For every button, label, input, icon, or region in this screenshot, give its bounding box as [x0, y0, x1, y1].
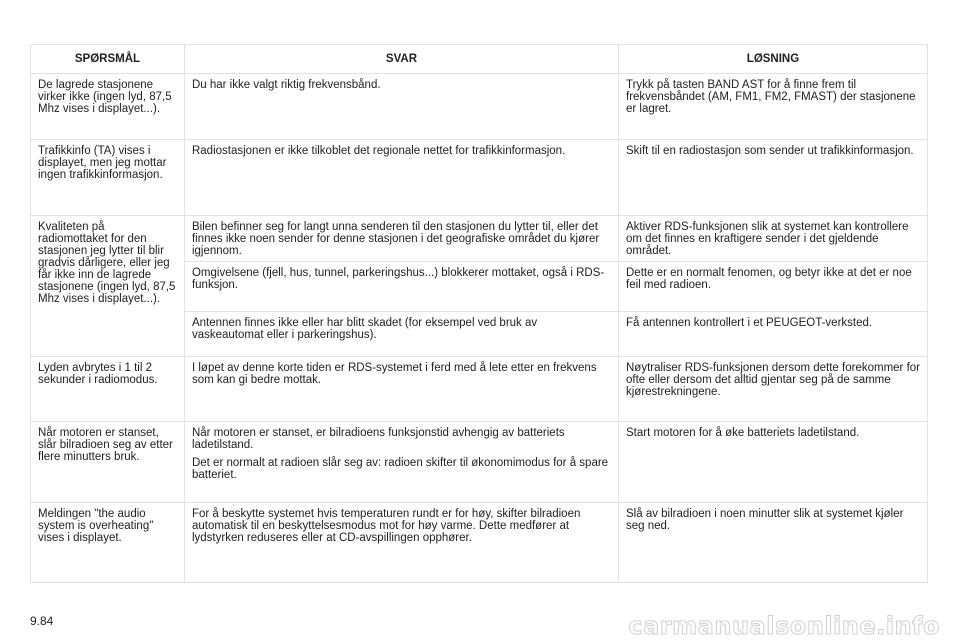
answer-text: I løpet av denne korte tiden er RDS-systemet i ferd med å lete etter en frekvens som kan gi bedre mottak.: [191, 362, 597, 386]
solution-cell: Skift til en radiostasjon som sender ut trafikkinformasjon.: [619, 140, 928, 216]
answer-text: Radiostasjonen er ikke tilkoblet det regionale nettet for trafikkinformasjon.: [191, 145, 566, 157]
question-cell: Meldingen "the audio system is overheating" vises i displayet.: [31, 503, 185, 583]
answer-text: Bilen befinner seg for langt unna senderen til den stasjonen du lytter til, eller det finnes ikke noen sender for denne stasjonen i det geografiske området du kjører igjennom.: [191, 221, 600, 257]
answer-text: Omgivelsene (fjell, hus, tunnel, parkeringshus...) blokkerer mottaket, også i RDS-funksjon.: [191, 267, 605, 291]
table-row: [31, 422, 928, 503]
answer-cell: [184, 140, 618, 216]
answer-cell: [184, 216, 618, 262]
answer-text: For å beskytte systemet hvis temperaturen rundt er for høy, skifter bilradioen automatisk til en beskyttelsesmodus mot for høy varme. Dette medfører at lydstyrken reduseres eller at CD-avspillingen opphører.: [191, 508, 581, 544]
header-answer: SVAR: [184, 45, 618, 74]
solution-cell: Trykk på tasten BAND AST for å finne frem til frekvensbåndet (AM, FM1, FM2, FMAST) der stasjonene er lagret.: [619, 74, 928, 140]
watermark-logo: carmanualsonline.info: [628, 612, 940, 640]
page-number: 9.84: [30, 614, 54, 628]
table-row: [31, 357, 928, 422]
solution-cell: Få antennen kontrollert i et PEUGEOT-verksted.: [619, 312, 928, 357]
table-row: [31, 503, 928, 583]
header-question: SPØRSMÅL: [31, 45, 185, 74]
header-solution: LØSNING: [619, 45, 928, 74]
answer-cell: [184, 312, 618, 357]
solution-cell: Start motoren for å øke batteriets ladetilstand.: [619, 422, 928, 503]
answer-text: Det er normalt at radioen slår seg av: radioen skifter til økonomimodus for å spare batteriet.: [191, 457, 609, 481]
question-cell: Trafikkinfo (TA) vises i displayet, men jeg mottar ingen trafikkinformasjon.: [31, 140, 185, 216]
answer-cell: [184, 503, 618, 583]
answer-text: Antennen finnes ikke eller har blitt skadet (for eksempel ved bruk av vaskeautomat eller i parkeringshus).: [191, 317, 538, 341]
question-cell: De lagrede stasjonene virker ikke (ingen lyd, 87,5 Mhz vises i displayet...).: [31, 74, 185, 140]
table-header-row: [31, 45, 928, 74]
answer-text: Når motoren er stanset, er bilradioens funksjonstid avhengig av batteriets ladetilstand.: [191, 427, 565, 451]
question-cell: Når motoren er stanset, slår bilradioen seg av etter flere minutters bruk.: [31, 422, 185, 503]
answer-cell: [184, 357, 618, 422]
answer-cell: [184, 422, 618, 503]
solution-cell: Nøytraliser RDS-funksjonen dersom dette forekommer for ofte eller dersom det alltid gjentar seg på de samme kjørestrekningene.: [619, 357, 928, 422]
troubleshooting-table: [30, 44, 928, 583]
table-row: [31, 216, 928, 262]
question-cell: Lyden avbrytes i 1 til 2 sekunder i radiomodus.: [31, 357, 185, 422]
answer-cell: [184, 74, 618, 140]
answer-cell: [184, 262, 618, 312]
table-row: [31, 140, 928, 216]
solution-cell: Slå av bilradioen i noen minutter slik at systemet kjøler seg ned.: [619, 503, 928, 583]
solution-cell: Dette er en normalt fenomen, og betyr ikke at det er noe feil med radioen.: [619, 262, 928, 312]
answer-text: Du har ikke valgt riktig frekvensbånd.: [191, 79, 381, 91]
solution-cell: Aktiver RDS-funksjonen slik at systemet kan kontrollere om det finnes en kraftigere sender i det gjeldende området.: [619, 216, 928, 262]
table-row: [31, 74, 928, 140]
question-cell: Kvaliteten på radiomottaket for den stasjonen jeg lytter til blir gradvis dårligere, eller jeg får ikke inn de lagrede stasjonene (ingen lyd, 87,5 Mhz vises i displayet...).: [31, 216, 185, 357]
